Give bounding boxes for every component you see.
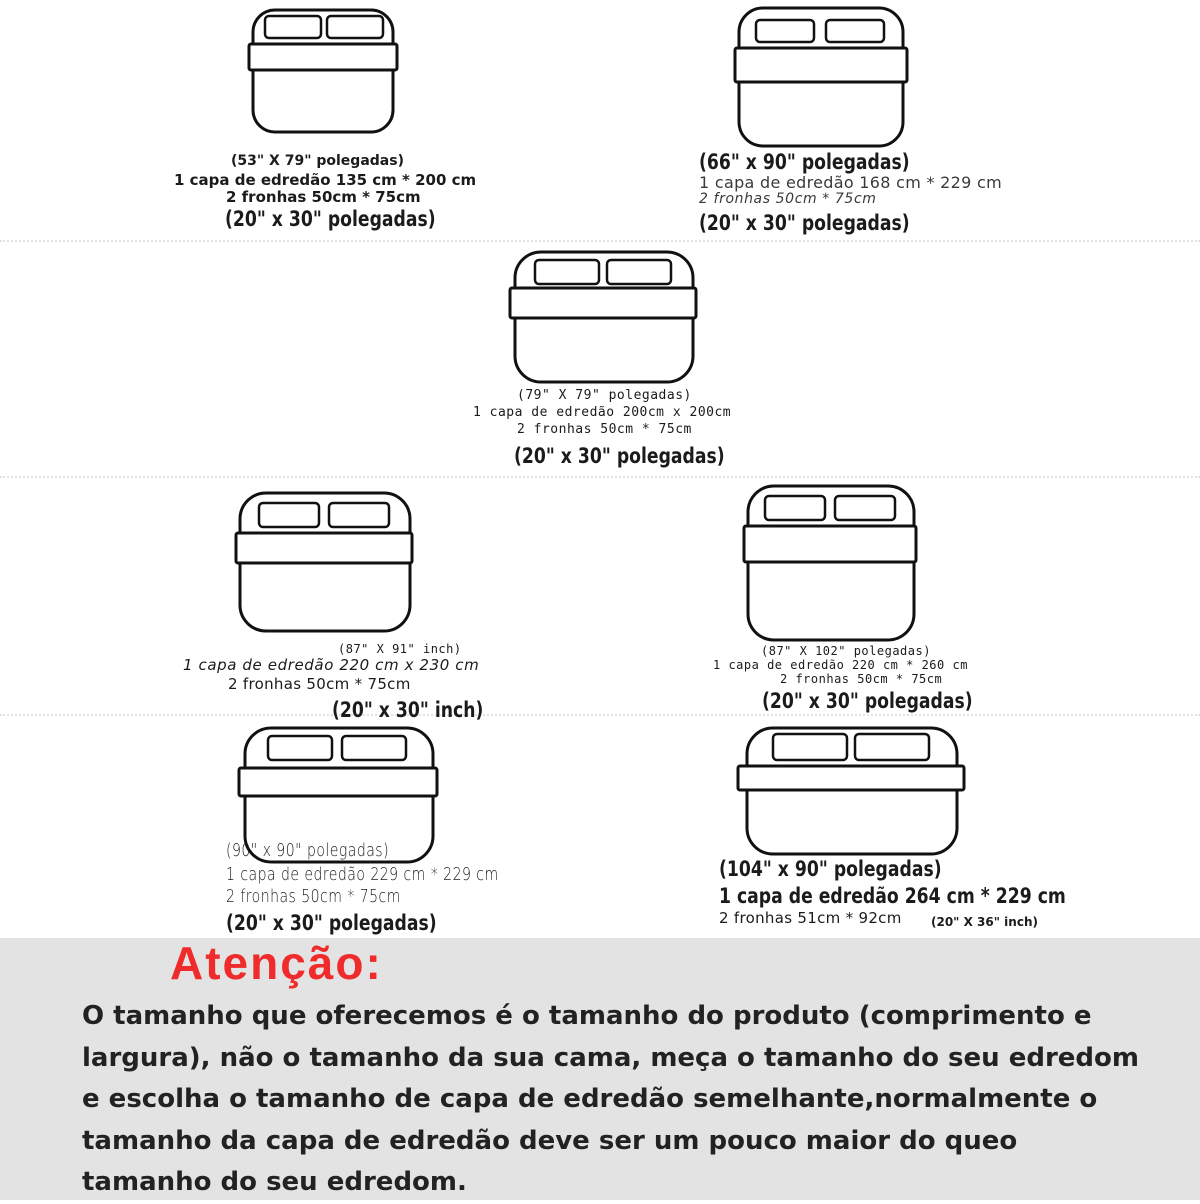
bed-icon bbox=[509, 250, 699, 384]
bed-icon bbox=[743, 484, 919, 642]
attention-title: Atenção: bbox=[170, 937, 383, 989]
bed-size-inches: (90" x 90" polegadas) bbox=[226, 840, 390, 861]
bed-icon bbox=[737, 726, 967, 856]
duvet-cover-size: 1 capa de edredão 220 cm x 230 cm bbox=[183, 656, 480, 674]
duvet-cover-size: 1 capa de edredão 168 cm * 229 cm bbox=[699, 173, 1002, 192]
divider bbox=[0, 714, 1200, 716]
divider bbox=[0, 476, 1200, 478]
bed-size-inches: (53" X 79" polegadas) bbox=[231, 153, 404, 169]
pillowcase-size: 2 fronhas 51cm * 92cm bbox=[719, 909, 902, 927]
pillowcase-size: 2 fronhas 50cm * 75cm bbox=[780, 672, 943, 686]
pillowcase-size-inches: (20" x 30" polegadas) bbox=[226, 911, 437, 935]
duvet-cover-size: 1 capa de edredão 229 cm * 229 cm bbox=[226, 864, 499, 885]
attention-text: O tamanho que oferecemos é o tamanho do produto (comprimento e largura), não o tamanho da sua cama, meça o tamanho do seu edredom e escolha o tamanho de capa de edredão semelhante,normalmente o tamanho da capa de edredão deve ser um pouco maior do queo tamanho do seu edredom. bbox=[82, 1001, 1139, 1197]
pillowcase-size-inches: (20" X 36" inch) bbox=[931, 915, 1038, 929]
pillowcase-size: 2 fronhas 50cm * 75cm bbox=[226, 886, 401, 907]
pillowcase-size-inches: (20" x 30" polegadas) bbox=[699, 211, 910, 235]
bed-icon bbox=[235, 491, 415, 633]
bed-size-inches: (87" X 102" polegadas) bbox=[761, 644, 931, 658]
duvet-cover-size: 1 capa de edredão 220 cm * 260 cm bbox=[713, 658, 968, 672]
pillowcase-size-inches: (20" x 30" inch) bbox=[332, 698, 484, 722]
pillowcase-size-inches: (20" x 30" polegadas) bbox=[762, 689, 973, 713]
pillowcase-size: 2 fronhas 50cm * 75cm bbox=[699, 191, 877, 207]
bed-size-inches: (104" x 90" polegadas) bbox=[719, 857, 942, 881]
divider bbox=[0, 240, 1200, 242]
duvet-cover-size: 1 capa de edredão 200cm x 200cm bbox=[473, 405, 732, 420]
pillowcase-size-inches: (20" x 30" polegadas) bbox=[225, 207, 436, 231]
pillowcase-size-inches: (20" x 30" polegadas) bbox=[514, 444, 725, 468]
bed-size-inches: (87" X 91" inch) bbox=[338, 642, 462, 656]
bed-icon bbox=[734, 6, 910, 148]
pillowcase-size: 2 fronhas 50cm * 75cm bbox=[226, 188, 421, 206]
duvet-cover-size: 1 capa de edredão 135 cm * 200 cm bbox=[174, 171, 477, 189]
duvet-cover-size: 1 capa de edredão 264 cm * 229 cm bbox=[719, 884, 1066, 908]
bed-size-inches: (79" X 79" polegadas) bbox=[517, 388, 692, 403]
pillowcase-size: 2 fronhas 50cm * 75cm bbox=[228, 675, 411, 693]
bed-size-inches: (66" x 90" polegadas) bbox=[699, 150, 910, 174]
bed-icon bbox=[248, 8, 400, 136]
pillowcase-size: 2 fronhas 50cm * 75cm bbox=[517, 422, 692, 437]
